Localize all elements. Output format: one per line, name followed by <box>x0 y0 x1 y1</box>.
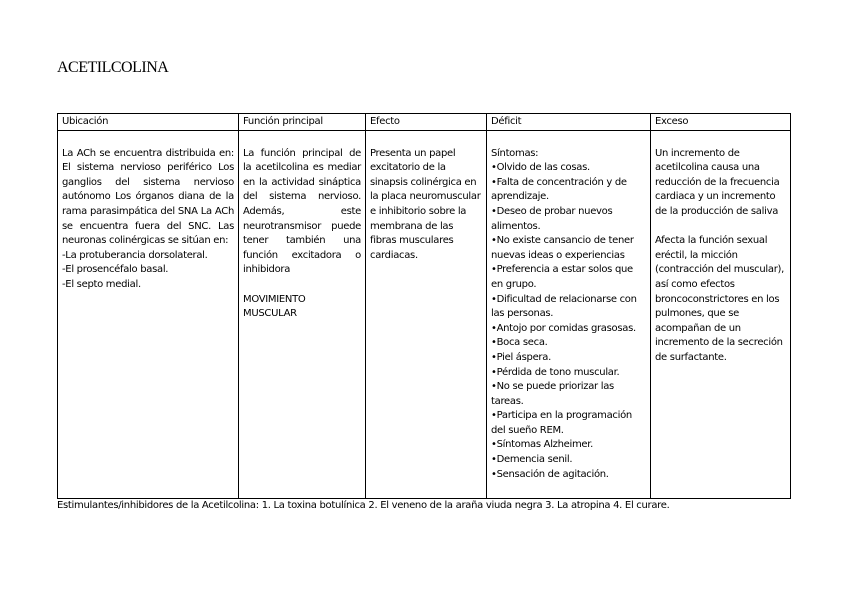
list-item: •Síntomas Alzheimer. <box>491 439 594 451</box>
deficit-heading: Síntomas: <box>491 147 539 159</box>
list-item: •Preferencia a estar solos que en grupo. <box>491 264 633 290</box>
cell-deficit <box>487 130 651 498</box>
list-item: •Deseo de probar nuevos alimentos. <box>491 205 613 232</box>
list-item: •Dificultad de relacionarse con las personas. <box>491 293 637 320</box>
list-item: •Demencia senil. <box>491 454 573 466</box>
header-ubicacion: Ubicación <box>58 114 239 131</box>
list-item: •Antojo por comidas grasosas. <box>491 322 636 334</box>
list-item: •No se puede priorizar las tareas. <box>491 381 614 407</box>
header-efecto: Efecto <box>366 114 487 131</box>
document-title: ACETILCOLINA <box>57 59 169 76</box>
list-item: -El septo medial. <box>62 278 141 290</box>
efecto-text: Presenta un papel excitatorio de la sinapsis colinérgica en la placa neuromuscular e inhibitorio sobre la membrana de las fibras musculares cardiacas. <box>370 147 481 261</box>
header-deficit: Déficit <box>487 114 651 131</box>
footnote: Estimulantes/inhibidores de la Acetilcolina: 1. La toxina botulínica 2. El veneno de la araña viuda negra 3. La atropina 4. El curare. <box>57 500 670 511</box>
list-item: •Pérdida de tono muscular. <box>491 366 620 378</box>
header-funcion-principal: Función principal <box>239 114 366 131</box>
table-row <box>58 130 791 498</box>
ubicacion-intro: La ACh se encuentra distribuida en: El sistema nervioso periférico Los ganglios del sistema nervioso autónomo Los órganos diana de la rama parasimpática del SNA La ACh se encuentra fuera del SNC. Las neuronas colinérgicas se sitúan en: <box>62 147 234 247</box>
list-item: •Boca seca. <box>491 337 548 349</box>
cell-efecto <box>366 130 487 498</box>
exceso-paragraph-2: Afecta la función sexual eréctil, la micción (contracción del muscular), así como efectos broncoconstrictores en los pulmones, que se acompañan de un incremento de la secreción de surfactante. <box>655 235 785 363</box>
list-item: •Olvido de las cosas. <box>491 162 590 174</box>
table-header-row <box>58 114 791 131</box>
funcion-text: La función principal de la acetilcolina es mediar en la actividad sináptica del sistema nervioso. Además, este neurotransmisor puede tener también una función excitadora o inhibidora <box>243 147 361 276</box>
list-item: •Sensación de agitación. <box>491 468 609 480</box>
exceso-paragraph-1: Un incremento de acetilcolina causa una reducción de la frecuencia cardiaca y un incremento de la producción de saliva <box>655 147 780 217</box>
list-item: •Participa en la programación del sueño REM. <box>491 410 632 436</box>
ubicacion-list <box>62 249 234 293</box>
list-item: •No existe cansancio de tener nuevas ideas o experiencias <box>491 235 634 261</box>
list-item: •Piel áspera. <box>491 351 551 363</box>
list-item: -El prosencéfalo basal. <box>62 264 169 276</box>
cell-exceso <box>651 130 791 498</box>
cell-ubicacion <box>58 130 239 498</box>
funcion-emphasis: MOVIMIENTO MUSCULAR <box>243 293 306 320</box>
deficit-list <box>491 161 646 482</box>
acetylcholine-table <box>57 113 791 499</box>
list-item: •Falta de concentración y de aprendizaje. <box>491 176 627 203</box>
list-item: -La protuberancia dorsolateral. <box>62 249 208 261</box>
header-exceso: Exceso <box>651 114 791 131</box>
cell-funcion-principal <box>239 130 366 498</box>
